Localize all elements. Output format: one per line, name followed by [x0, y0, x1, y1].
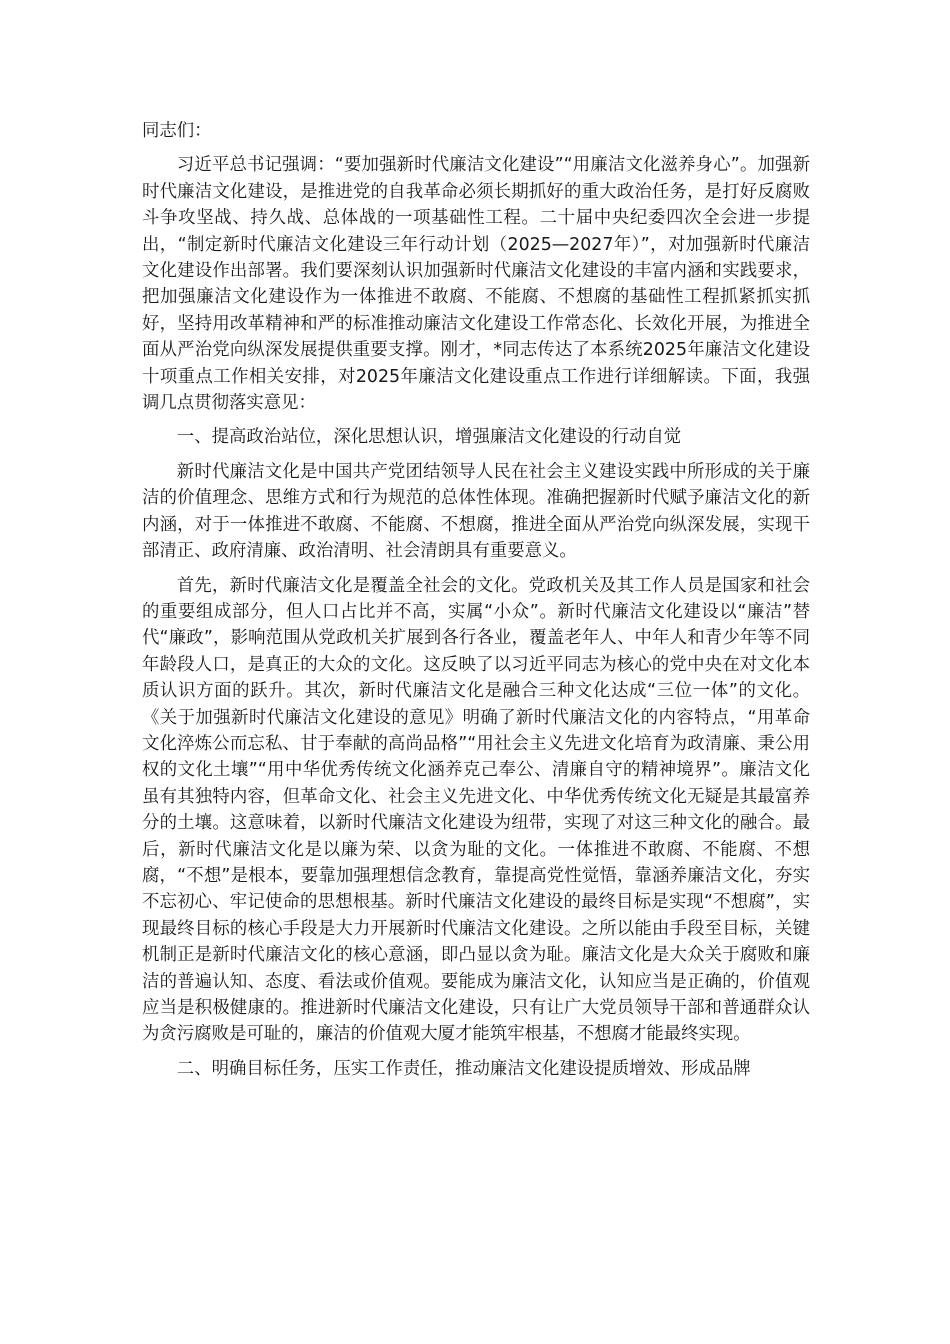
document-body: [142, 118, 810, 1090]
section-heading-2: 二、明确目标任务，压实工作责任，推动廉洁文化建设提质增效、形成品牌: [176, 1058, 751, 1079]
section-1-paragraph-2: 首先，新时代廉洁文化是覆盖全社会的文化。党政机关及其工作人员是国家和社会的重要组成部分，但人口占比并不高，实属“小众”。新时代廉洁文化建设以“廉洁”替代“廉政”，影响范围从党政机关扩展到各行各业，覆盖老年人、中年人和青少年等不同年龄段人口，是真正的大众的文化。这反映了以习近平同志为核心的党中央在对文化本质认识方面的跃升。其次，新时代廉洁文化是融合三种文化达成“三位一体”的文化。《关于加强新时代廉洁文化建设的意见》明确了新时代廉洁文化的内容特点，“用革命文化淬炼公而忘私、甘于奉献的高尚品格”“用社会主义先进文化培育为政清廉、秉公用权的文化土壤”“用中华优秀传统文化涵养克己奉公、清廉自守的精神境界”。廉洁文化虽有其独特内容，但革命文化、社会主义先进文化、中华优秀传统文化无疑是其最富养分的土壤。这意味着，以新时代廉洁文化建设为纽带，实现了对这三种文化的融合。最后，新时代廉洁文化是以廉为荣、以贪为耻的文化。一体推进不敢腐、不能腐、不想腐，“不想”是根本，要靠加强理想信念教育，靠提高党性觉悟，靠涵养廉洁文化，夯实不忘初心、牢记使命的思想根基。新时代廉洁文化建设的最终目标是实现“不想腐”，实现最终目标的核心手段是大力开展新时代廉洁文化建设。之所以能由手段至目标，关键机制正是新时代廉洁文化的核心意涵，即凸显以贪为耻。廉洁文化是大众关于腐败和廉洁的普遍认知、态度、看法或价值观。要能成为廉洁文化，认知应当是正确的，价值观应当是积极健康的。推进新时代廉洁文化建设，只有让广大党员领导干部和普通群众认为贪污腐败是可耻的，廉洁的价值观大厦才能筑牢根基，不想腐才能最终实现。: [142, 575, 810, 1045]
salutation: 同志们：: [142, 121, 212, 141]
section-1-paragraph-1: 新时代廉洁文化是中国共产党团结领导人民在社会主义建设实践中所形成的关于廉洁的价值理念、思维方式和行为规范的总体性体现。准确把握新时代赋予廉洁文化的新内涵，对于一体推进不敢腐、不能腐、不想腐，推进全面从严治党向纵深发展，实现干部清正、政府清廉、政治清明、社会清朗具有重要意义。: [142, 461, 810, 562]
section-heading-1: 一、提高政治站位，深化思想认识，增强廉洁文化建设的行动自觉: [176, 427, 682, 448]
intro-paragraph: 习近平总书记强调：“要加强新时代廉洁文化建设”“用廉洁文化滋养身心”。加强新时代廉洁文化建设，是推进党的自我革命必须长期抓好的重大政治任务，是打好反腐败斗争攻坚战、持久战、总体战的一项基础性工程。二十届中央纪委四次全会进一步提出，“制定新时代廉洁文化建设三年行动计划（2025—2027年）”，对加强新时代廉洁文化建设作出部署。我们要深刻认识加强新时代廉洁文化建设的丰富内涵和实践要求，把加强廉洁文化建设作为一体推进不敢腐、不能腐、不想腐的基础性工程抓紧抓实抓好，坚持用改革精神和严的标准推动廉洁文化建设工作常态化、长效化开展，为推进全面从严治党向纵深发展提供重要支撑。刚才，*同志传达了本系统2025年廉洁文化建设十项重点工作相关安排，对2025年廉洁文化建设重点工作进行详细解读。下面，我强调几点贯彻落实意见：: [142, 155, 810, 414]
